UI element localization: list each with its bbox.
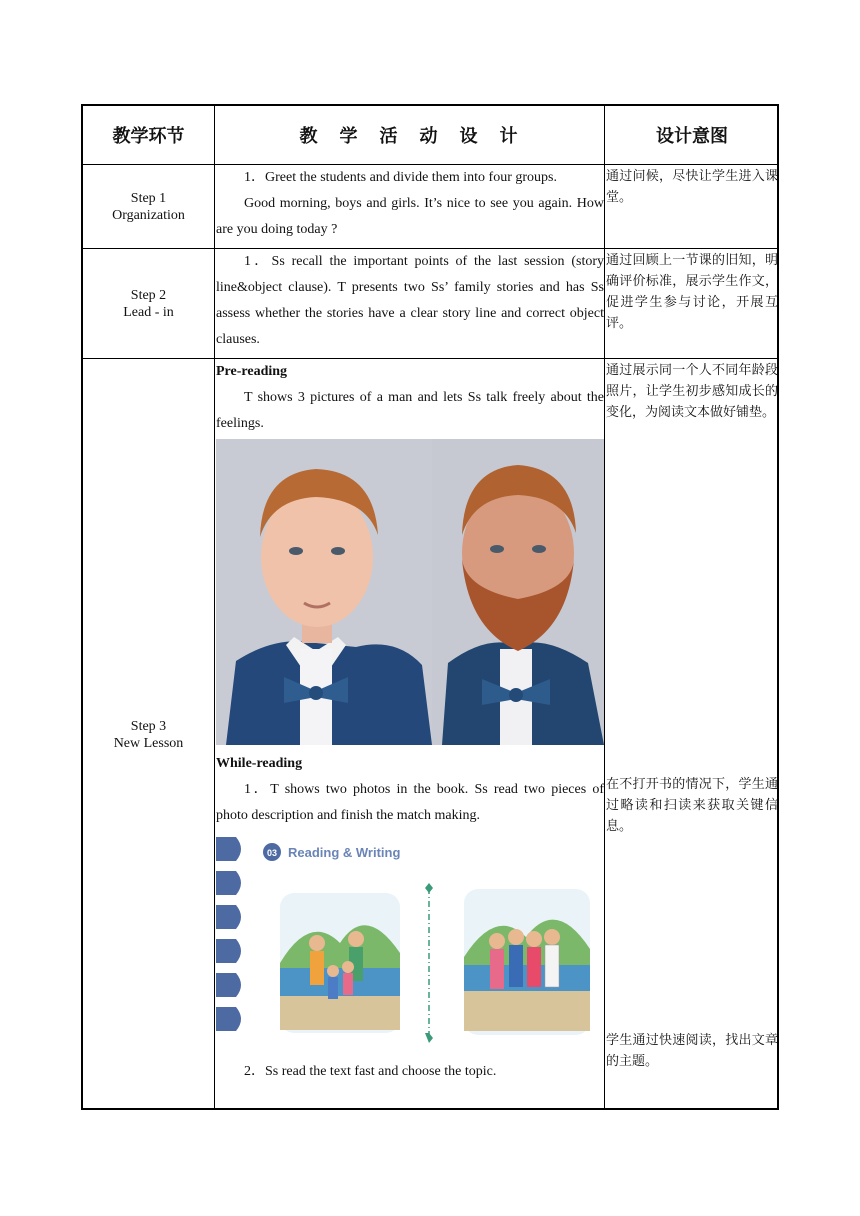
step1-text-2: Good morning, boys and girls. It’s nice to see you again. How are you doing today ? — [216, 196, 604, 237]
step1-label — [83, 165, 214, 248]
lesson-plan-table — [81, 104, 779, 1110]
step2-activity — [216, 249, 604, 353]
header-stage: 教学环节 — [112, 126, 185, 147]
pre-reading-text: T shows 3 pictures of a man and lets Ss talk freely about the feelings. — [216, 390, 604, 431]
step2-label — [83, 249, 214, 358]
step1-name: Organization — [112, 207, 185, 223]
step2-name: Lead - in — [123, 304, 174, 320]
while-reading-section-2 — [216, 1059, 604, 1085]
step1-number: Step 1 — [130, 190, 167, 206]
pre-reading-heading: Pre-reading — [216, 364, 288, 379]
header-activity: 教 学 活 动 设 计 — [299, 126, 520, 147]
while-reading-text-2: 2．Ss read the text fast and choose the topic. — [244, 1064, 497, 1079]
step3-intent-3: 学生通过快速阅读，找出文章的主题。 — [606, 1033, 778, 1069]
column-divider — [604, 106, 605, 1108]
while-reading-section — [216, 751, 604, 829]
step1-intent: 通过问候，尽快让学生进入课堂。 — [606, 169, 778, 205]
while-reading-heading: While-reading — [216, 756, 303, 771]
textbook-illustration — [216, 833, 604, 1045]
while-reading-text-1: 1．T shows two photos in the book. Ss read two pieces of photo description and finish the match making. — [216, 782, 604, 823]
step1-text-1: 1．Greet the students and divide them into four groups. — [244, 170, 557, 185]
man-photos-illustration — [216, 439, 604, 745]
step3-number: Step 3 — [130, 718, 167, 734]
step3-intent-1: 通过展示同一个人不同年龄段照片，让学生初步感知成长的变化，为阅读文本做好铺垫。 — [606, 363, 778, 420]
step1-activity — [216, 165, 604, 243]
textbook-excerpt — [216, 833, 604, 1045]
book-badge: 03 — [266, 848, 278, 858]
step2-intent: 通过回顾上一节课的旧知，明确评价标准，展示学生作文，促进学生参与讨论，开展互评。 — [606, 253, 778, 331]
step3-label — [83, 359, 214, 1110]
step2-number: Step 2 — [130, 287, 167, 303]
column-divider — [214, 106, 215, 1108]
header-intent: 设计意图 — [656, 126, 728, 147]
step2-text-1: 1．Ss recall the important points of the last session (story line&object clause). T presents two Ss’ family stories and has Ss assess whether the stories have a clear story line and correct object clauses. — [216, 254, 604, 347]
man-photos — [216, 439, 604, 745]
step3-intent-2: 在不打开书的情况下，学生通过略读和扫读来获取关键信息。 — [606, 777, 778, 834]
pre-reading-section — [216, 359, 604, 437]
step3-name: New Lesson — [113, 735, 184, 751]
book-title: Reading & Writing — [288, 845, 401, 860]
